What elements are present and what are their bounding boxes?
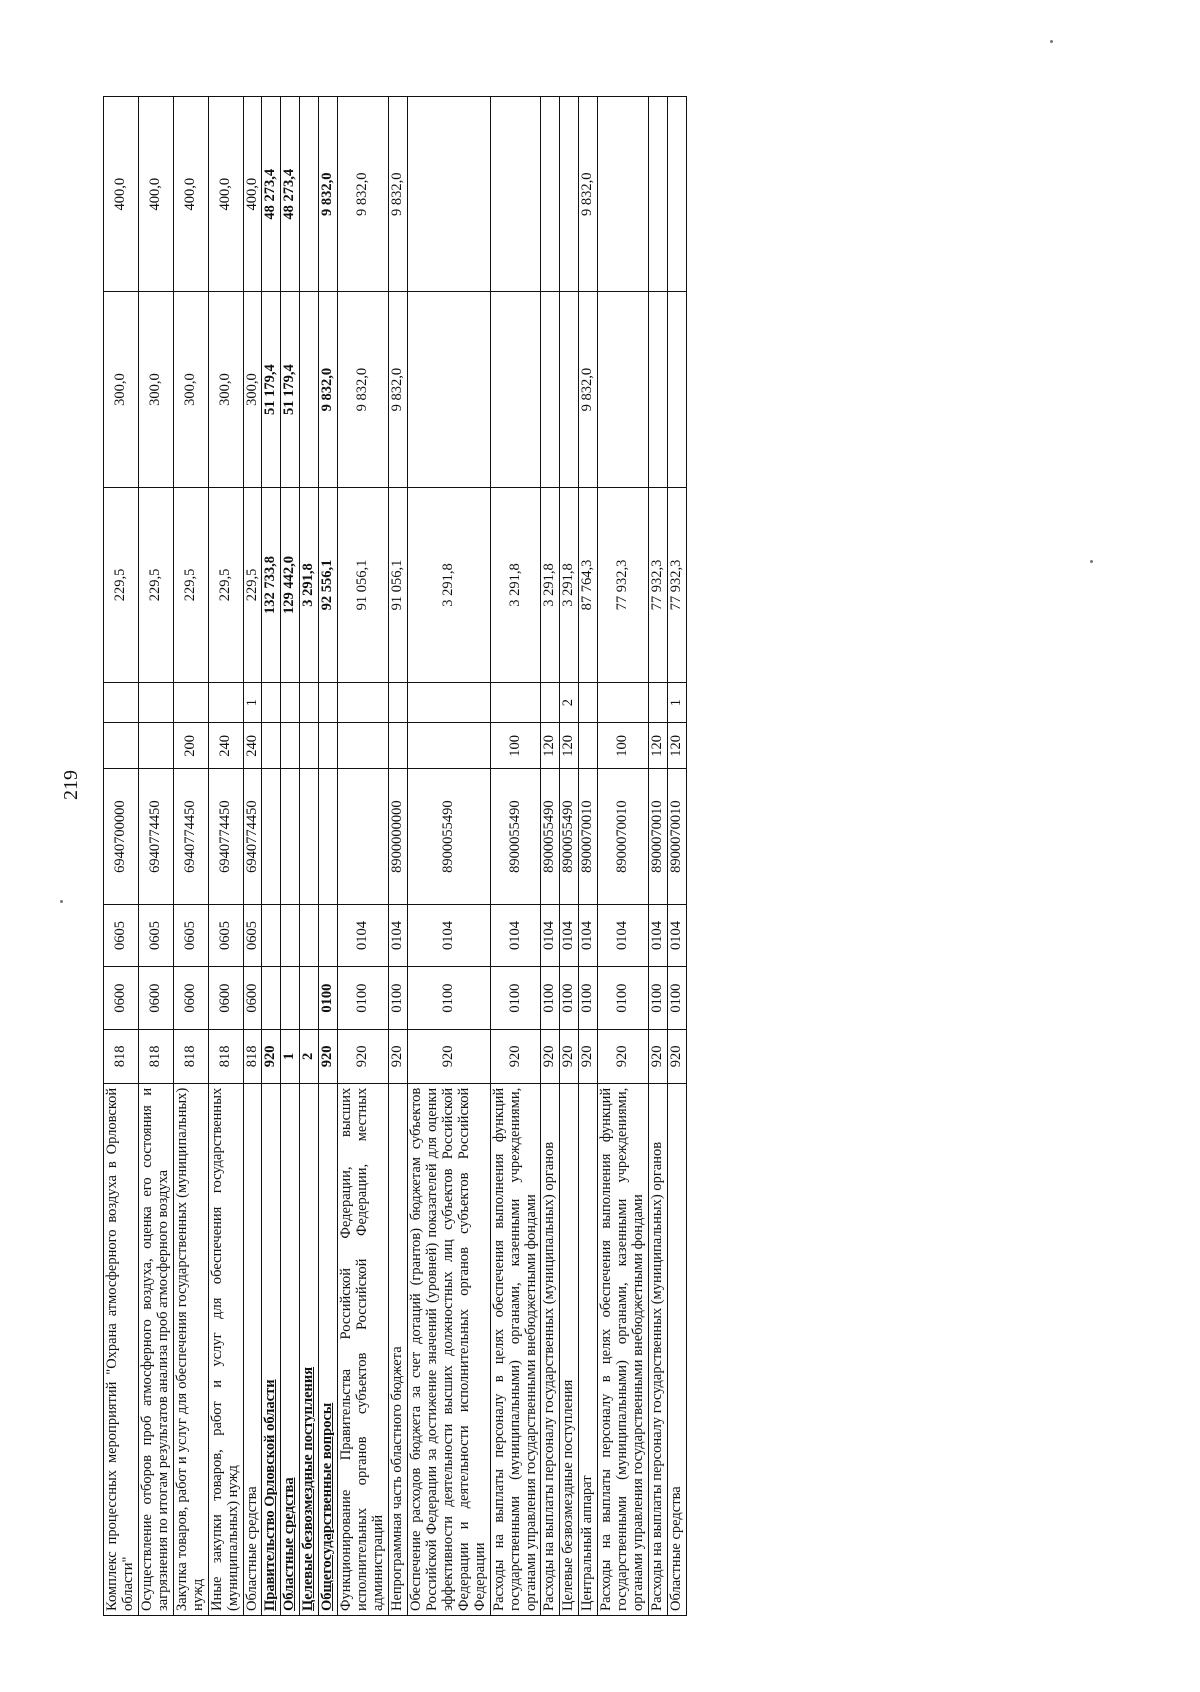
table-row — [560, 97, 579, 1616]
cell-value-3 — [407, 97, 490, 292]
cell-funding-source — [338, 683, 389, 723]
cell-target-article: 6940774450 — [243, 769, 262, 904]
cell-section-code: 0100 — [649, 967, 668, 1030]
cell-target-article: 8900055490 — [541, 769, 560, 904]
table-row — [338, 97, 389, 1616]
cell-subsection-code: 0104 — [490, 904, 541, 967]
cell-value-2 — [560, 292, 579, 487]
cell-expense-type: 120 — [560, 723, 579, 769]
cell-funding-source: 2 — [560, 683, 579, 723]
cell-value-3: 9 832,0 — [319, 97, 338, 292]
cell-target-article — [300, 769, 319, 904]
table-row — [300, 97, 319, 1616]
cell-value-3 — [598, 97, 649, 292]
cell-value-1: 229,5 — [138, 487, 173, 682]
cell-name: Областные средства — [668, 1083, 687, 1615]
cell-name: Расходы на выплаты персоналу государственных (муниципальных) органов — [541, 1083, 560, 1615]
scan-speck — [60, 900, 63, 903]
table-row — [541, 97, 560, 1616]
cell-value-1: 91 056,1 — [389, 487, 408, 682]
cell-ministry-code: 920 — [389, 1029, 408, 1083]
cell-name: Осуществление отборов проб атмосферного воздуха, оценка его состояния и загрязнения по итогам результатов анализа проб атмосферного воздуха — [138, 1083, 173, 1615]
cell-target-article: 6940774450 — [138, 769, 173, 904]
cell-target-article: 8900070010 — [668, 769, 687, 904]
cell-name: Центральный аппарат — [579, 1083, 598, 1615]
rotated-page-content — [103, 96, 1103, 1616]
cell-value-2: 9 832,0 — [319, 292, 338, 487]
cell-value-3 — [649, 97, 668, 292]
cell-expense-type: 240 — [243, 723, 262, 769]
cell-funding-source — [138, 683, 173, 723]
cell-name: Иные закупки товаров, работ и услуг для обеспечения государственных (муниципальных) нужд — [208, 1083, 243, 1615]
cell-name: Функционирование Правительства Российской Федерации, высших исполнительных органов субъектов Российской Федерации, местных администраций — [338, 1083, 389, 1615]
cell-name: Общегосударственные вопросы — [319, 1083, 338, 1615]
cell-value-3: 48 273,4 — [281, 97, 300, 292]
cell-ministry-code: 2 — [300, 1029, 319, 1083]
cell-section-code: 0100 — [319, 967, 338, 1030]
cell-value-1: 77 932,3 — [598, 487, 649, 682]
cell-section-code: 0100 — [338, 967, 389, 1030]
cell-value-2 — [490, 292, 541, 487]
table-row — [173, 97, 208, 1616]
cell-value-1: 92 556,1 — [319, 487, 338, 682]
cell-value-3: 400,0 — [208, 97, 243, 292]
cell-name: Расходы на выплаты персоналу государственных (муниципальных) органов — [649, 1083, 668, 1615]
table-row — [138, 97, 173, 1616]
cell-value-1: 77 932,3 — [668, 487, 687, 682]
table-row — [104, 97, 139, 1616]
cell-target-article — [262, 769, 281, 904]
cell-value-3 — [300, 97, 319, 292]
cell-ministry-code: 818 — [173, 1029, 208, 1083]
cell-funding-source — [319, 683, 338, 723]
cell-funding-source — [389, 683, 408, 723]
cell-ministry-code: 920 — [560, 1029, 579, 1083]
table-row — [243, 97, 262, 1616]
cell-subsection-code — [319, 904, 338, 967]
table-row — [668, 97, 687, 1616]
cell-target-article: 8900070010 — [598, 769, 649, 904]
cell-section-code: 0600 — [208, 967, 243, 1030]
cell-target-article: 6940700000 — [104, 769, 139, 904]
cell-name: Целевые безвозмездные поступления — [300, 1083, 319, 1615]
cell-expense-type — [579, 723, 598, 769]
cell-name: Расходы на выплаты персоналу в целях обеспечения выполнения функций государственными (муниципальными) органами, казенными учреждениями, органами управления государственными внебюджетными фондами — [490, 1083, 541, 1615]
cell-target-article: 8900070010 — [579, 769, 598, 904]
page-number: 219 — [60, 770, 82, 800]
cell-name: Правительство Орловской области — [262, 1083, 281, 1615]
cell-funding-source — [541, 683, 560, 723]
table-row — [579, 97, 598, 1616]
cell-target-article: 6940774450 — [208, 769, 243, 904]
cell-section-code: 0100 — [579, 967, 598, 1030]
cell-section-code — [281, 967, 300, 1030]
cell-target-article — [319, 769, 338, 904]
cell-value-2: 9 832,0 — [389, 292, 408, 487]
cell-subsection-code: 0104 — [668, 904, 687, 967]
cell-target-article: 6940774450 — [173, 769, 208, 904]
cell-value-2: 300,0 — [208, 292, 243, 487]
cell-value-1: 129 442,0 — [281, 487, 300, 682]
cell-expense-type: 200 — [173, 723, 208, 769]
cell-target-article: 8900055490 — [560, 769, 579, 904]
cell-name: Областные средства — [281, 1083, 300, 1615]
cell-ministry-code: 920 — [541, 1029, 560, 1083]
cell-value-2 — [649, 292, 668, 487]
cell-ministry-code: 920 — [668, 1029, 687, 1083]
cell-funding-source: 1 — [668, 683, 687, 723]
cell-section-code: 0100 — [598, 967, 649, 1030]
cell-value-1: 3 291,8 — [541, 487, 560, 682]
cell-section-code: 0600 — [138, 967, 173, 1030]
cell-section-code: 0100 — [560, 967, 579, 1030]
cell-value-2: 51 179,4 — [281, 292, 300, 487]
cell-subsection-code: 0104 — [338, 904, 389, 967]
cell-target-article: 8900055490 — [407, 769, 490, 904]
cell-section-code: 0600 — [104, 967, 139, 1030]
cell-expense-type: 100 — [598, 723, 649, 769]
cell-section-code: 0100 — [389, 967, 408, 1030]
cell-name: Областные средства — [243, 1083, 262, 1615]
cell-funding-source — [208, 683, 243, 723]
cell-expense-type: 100 — [490, 723, 541, 769]
cell-funding-source — [490, 683, 541, 723]
cell-value-3: 9 832,0 — [579, 97, 598, 292]
cell-ministry-code: 920 — [338, 1029, 389, 1083]
cell-ministry-code: 920 — [262, 1029, 281, 1083]
cell-ministry-code: 920 — [490, 1029, 541, 1083]
cell-value-1: 229,5 — [104, 487, 139, 682]
cell-name: Целевые безвозмездные поступления — [560, 1083, 579, 1615]
cell-ministry-code: 920 — [319, 1029, 338, 1083]
cell-ministry-code: 920 — [579, 1029, 598, 1083]
table-row — [407, 97, 490, 1616]
cell-subsection-code: 0104 — [560, 904, 579, 967]
table-row — [319, 97, 338, 1616]
cell-section-code — [300, 967, 319, 1030]
cell-subsection-code: 0104 — [598, 904, 649, 967]
cell-value-3: 9 832,0 — [338, 97, 389, 292]
cell-subsection-code: 0605 — [243, 904, 262, 967]
cell-value-2 — [300, 292, 319, 487]
cell-name: Закупка товаров, работ и услуг для обеспечения государственных (муниципальных) нужд — [173, 1083, 208, 1615]
cell-subsection-code: 0605 — [104, 904, 139, 967]
cell-funding-source — [281, 683, 300, 723]
cell-expense-type: 240 — [208, 723, 243, 769]
cell-section-code: 0600 — [243, 967, 262, 1030]
cell-subsection-code: 0605 — [208, 904, 243, 967]
cell-section-code: 0100 — [541, 967, 560, 1030]
cell-funding-source — [598, 683, 649, 723]
cell-funding-source — [173, 683, 208, 723]
cell-value-1: 3 291,8 — [490, 487, 541, 682]
cell-funding-source — [407, 683, 490, 723]
cell-ministry-code: 920 — [598, 1029, 649, 1083]
cell-funding-source — [649, 683, 668, 723]
cell-value-2: 51 179,4 — [262, 292, 281, 487]
cell-ministry-code: 920 — [649, 1029, 668, 1083]
cell-expense-type — [281, 723, 300, 769]
cell-value-2 — [598, 292, 649, 487]
cell-value-3: 48 273,4 — [262, 97, 281, 292]
scan-speck — [1090, 560, 1093, 563]
cell-expense-type — [262, 723, 281, 769]
table-row — [389, 97, 408, 1616]
cell-value-3 — [560, 97, 579, 292]
cell-value-3 — [668, 97, 687, 292]
cell-subsection-code: 0104 — [649, 904, 668, 967]
cell-funding-source — [579, 683, 598, 723]
cell-value-3: 9 832,0 — [389, 97, 408, 292]
cell-target-article — [338, 769, 389, 904]
cell-expense-type: 120 — [649, 723, 668, 769]
scan-speck — [1050, 40, 1053, 43]
cell-expense-type — [338, 723, 389, 769]
cell-value-2: 300,0 — [104, 292, 139, 487]
cell-value-2 — [541, 292, 560, 487]
cell-value-1: 229,5 — [173, 487, 208, 682]
cell-value-3 — [541, 97, 560, 292]
cell-value-2 — [668, 292, 687, 487]
cell-value-3: 400,0 — [104, 97, 139, 292]
cell-value-3: 400,0 — [173, 97, 208, 292]
cell-value-3 — [490, 97, 541, 292]
cell-funding-source — [262, 683, 281, 723]
cell-name: Обеспечение расходов бюджета за счет дотаций (грантов) бюджетам субъектов Российской Федерации за достижение значений (уровней) показателей для оценки эффективности деятельности высших должностных лиц субъектов Российской Федерации и деятельности исполнительных органов субъектов Российской Федерации — [407, 1083, 490, 1615]
cell-section-code — [262, 967, 281, 1030]
table-row — [649, 97, 668, 1616]
cell-ministry-code: 818 — [138, 1029, 173, 1083]
cell-subsection-code: 0104 — [389, 904, 408, 967]
cell-value-1: 3 291,8 — [300, 487, 319, 682]
cell-expense-type — [389, 723, 408, 769]
cell-value-1: 229,5 — [243, 487, 262, 682]
cell-value-2: 9 832,0 — [338, 292, 389, 487]
cell-name: Комплекс процессных мероприятий "Охрана атмосферного воздуха в Орловской области" — [104, 1083, 139, 1615]
cell-expense-type — [138, 723, 173, 769]
cell-subsection-code: 0605 — [138, 904, 173, 967]
cell-funding-source — [300, 683, 319, 723]
cell-subsection-code: 0104 — [579, 904, 598, 967]
cell-expense-type — [300, 723, 319, 769]
cell-subsection-code — [262, 904, 281, 967]
cell-ministry-code: 1 — [281, 1029, 300, 1083]
cell-expense-type — [104, 723, 139, 769]
budget-table — [103, 96, 687, 1616]
cell-expense-type — [407, 723, 490, 769]
cell-value-3: 400,0 — [138, 97, 173, 292]
cell-target-article: 8900055490 — [490, 769, 541, 904]
cell-name: Расходы на выплаты персоналу в целях обеспечения выполнения функций государственными (муниципальными) органами, казенными учреждениями, органами управления государственными внебюджетными фондами — [598, 1083, 649, 1615]
table-row — [208, 97, 243, 1616]
table-row — [262, 97, 281, 1616]
table-row — [598, 97, 649, 1616]
cell-expense-type: 120 — [668, 723, 687, 769]
table-row — [281, 97, 300, 1616]
cell-value-1: 3 291,8 — [560, 487, 579, 682]
cell-value-1: 91 056,1 — [338, 487, 389, 682]
cell-target-article — [281, 769, 300, 904]
cell-expense-type: 120 — [541, 723, 560, 769]
cell-subsection-code — [300, 904, 319, 967]
cell-expense-type — [319, 723, 338, 769]
cell-ministry-code: 818 — [208, 1029, 243, 1083]
cell-target-article: 8900070010 — [649, 769, 668, 904]
cell-subsection-code: 0605 — [173, 904, 208, 967]
cell-value-2: 300,0 — [138, 292, 173, 487]
cell-subsection-code: 0104 — [541, 904, 560, 967]
cell-value-1: 87 764,3 — [579, 487, 598, 682]
cell-value-2: 300,0 — [173, 292, 208, 487]
cell-ministry-code: 818 — [243, 1029, 262, 1083]
cell-value-2: 300,0 — [243, 292, 262, 487]
cell-funding-source — [104, 683, 139, 723]
table-row — [490, 97, 541, 1616]
cell-name: Непрограммная часть областного бюджета — [389, 1083, 408, 1615]
cell-ministry-code: 920 — [407, 1029, 490, 1083]
cell-value-1: 229,5 — [208, 487, 243, 682]
cell-section-code: 0600 — [173, 967, 208, 1030]
cell-value-1: 3 291,8 — [407, 487, 490, 682]
cell-section-code: 0100 — [668, 967, 687, 1030]
cell-target-article: 8900000000 — [389, 769, 408, 904]
table-body — [104, 97, 687, 1616]
cell-ministry-code: 818 — [104, 1029, 139, 1083]
cell-value-2: 9 832,0 — [579, 292, 598, 487]
cell-funding-source: 1 — [243, 683, 262, 723]
cell-subsection-code: 0104 — [407, 904, 490, 967]
cell-section-code: 0100 — [407, 967, 490, 1030]
cell-value-1: 132 733,8 — [262, 487, 281, 682]
cell-value-1: 77 932,3 — [649, 487, 668, 682]
cell-value-2 — [407, 292, 490, 487]
cell-value-3: 400,0 — [243, 97, 262, 292]
cell-subsection-code — [281, 904, 300, 967]
cell-section-code: 0100 — [490, 967, 541, 1030]
